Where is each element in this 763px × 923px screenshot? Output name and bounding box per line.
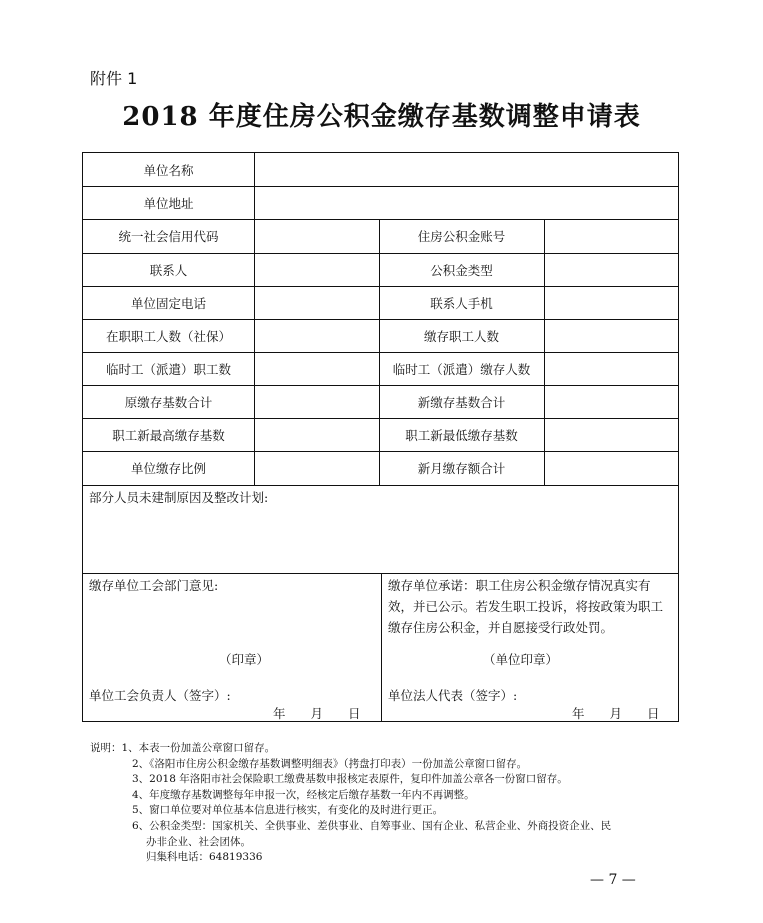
union-sign-label: 单位工会负责人（签字）: (89, 688, 231, 703)
notes-line-3: 3、2018 年洛阳市社会保险职工缴费基数申报核定表原件，复印件加盖公章各一份窗口留存。 (132, 773, 568, 786)
unit-seal: （单位印章） (483, 652, 559, 667)
unit-date: 年 月 日 (572, 706, 660, 721)
page-number: — 7 — (590, 872, 636, 888)
notes-label: 说明： (90, 742, 122, 754)
label-fund-account: 住房公积金账号 (417, 229, 506, 244)
form-title: 2018 年度住房公积金缴存基数调整申请表 (122, 102, 641, 132)
notes-line-6: 6、公积金类型：国家机关、全供事业、差供事业、自筹事业、国有企业、私营企业、外商投资企业、民 (132, 819, 612, 832)
union-opinion-label: 缴存单位工会部门意见: (89, 578, 219, 593)
notes-line-7: 办非企业、社会团体。 (146, 835, 251, 848)
label-unit-address: 单位地址 (143, 195, 194, 211)
label-unit-name: 单位名称 (143, 162, 194, 178)
notes-section (90, 741, 611, 866)
label-fixed-phone: 单位固定电话 (130, 295, 206, 311)
label-contact-mobile: 联系人手机 (430, 295, 493, 311)
label-deposit-employees: 缴存职工人数 (423, 328, 499, 344)
reason-label: 部分人员未建制原因及整改计划: (89, 490, 269, 505)
label-orig-base-total: 原缴存基数合计 (124, 394, 213, 410)
notes-line-4: 4、年度缴存基数调整每年申报一次，经核定后缴存基数一年内不再调整。 (132, 788, 475, 801)
notes-line-1: 说明：1、本表一份加盖公章窗口留存。 (90, 742, 276, 754)
notes-phone: 归集科电话：64819336 (146, 851, 263, 864)
label-fund-type: 公积金类型 (430, 262, 493, 278)
label-max-base: 职工新最高缴存基数 (112, 427, 225, 443)
label-unit-ratio: 单位缴存比例 (130, 461, 206, 476)
union-date: 年 月 日 (273, 706, 361, 721)
notes-line-2: 2、《洛阳市住房公积金缴存基数调整明细表》（拷盘打印表）一份加盖公章窗口留存。 (132, 757, 528, 770)
legal-sign-label: 单位法人代表（签字）: (388, 688, 518, 703)
label-min-base: 职工新最低缴存基数 (405, 427, 518, 443)
label-temp-workers: 临时工（派遣）职工数 (105, 361, 231, 377)
attachment-label: 附件 1 (90, 69, 138, 88)
union-seal: （印章） (219, 652, 270, 667)
label-contact: 联系人 (149, 262, 188, 278)
label-employees-social: 在职职工人数（社保） (105, 328, 231, 344)
label-monthly-total: 新月缴存额合计 (417, 461, 506, 476)
label-new-base-total: 新缴存基数合计 (417, 394, 506, 410)
notes-line-5: 5、窗口单位要对单位基本信息进行核实，有变化的及时进行更正。 (132, 804, 444, 817)
label-temp-deposit: 临时工（派遣）缴存人数 (392, 361, 531, 377)
application-form-table (82, 152, 679, 722)
unit-pledge: 缴存单位承诺：职工住房公积金缴存情况真实有效，并已公示。若发生职工投诉，将按政策为职工缴存住房公积金，并自愿接受行政处罚。 (388, 578, 664, 635)
label-credit-code: 统一社会信用代码 (118, 229, 219, 244)
